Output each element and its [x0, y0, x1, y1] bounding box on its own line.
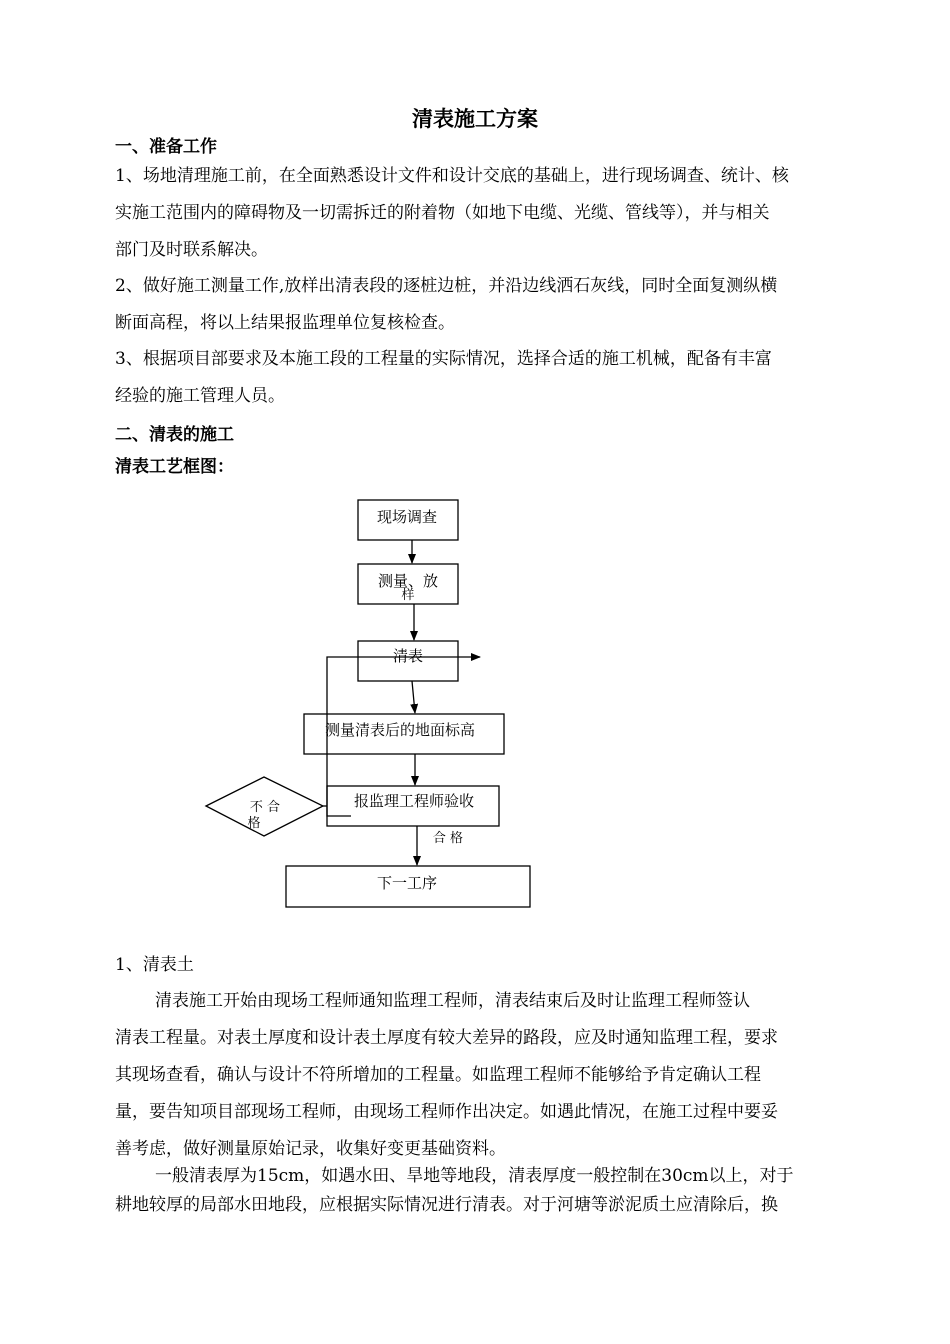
box-clearing: [358, 641, 458, 681]
arrow-clearing-to-ground: [412, 681, 415, 713]
label-report-supervisor: 报监理工程师验收: [353, 792, 475, 810]
paragraph-topsoil-2: [115, 1162, 837, 1220]
label-clearing: 清表: [392, 647, 424, 665]
label-fail-line1: 不 合: [249, 800, 281, 815]
page-title: 清表施工方案: [412, 107, 538, 131]
loop-back-line: [324, 657, 480, 816]
text-line: 清表施工开始由现场工程师通知监理工程师，清表结束后及时让监理工程师签认: [155, 991, 750, 1011]
subsection-heading-topsoil: [115, 947, 837, 984]
text-line: 部门及时联系解决。: [115, 240, 268, 260]
text-line: 1、场地清理施工前，在全面熟悉设计文件和设计交底的基础上，进行现场调查、统计、核: [115, 166, 789, 186]
paragraph-item-2: [115, 268, 837, 342]
text-line: 3、根据项目部要求及本施工段的工程量的实际情况，选择合适的施工机械，配备有丰富: [115, 349, 772, 369]
text-line: 其现场查看，确认与设计不符所增加的工程量。如监理工程师不能够给予肯定确认工程: [115, 1065, 761, 1085]
label-fail-line2: 格: [247, 816, 261, 831]
box-measure-ground: [304, 714, 504, 754]
diamond-fail: [206, 777, 323, 836]
label-measure-line2: 样: [401, 588, 415, 603]
box-report-supervisor: [327, 786, 499, 826]
text-line: 实施工范围内的障碍物及一切需拆迁的附着物（如地下电缆、光缆、管线等），并与相关: [115, 203, 770, 223]
box-next-process: [286, 866, 530, 907]
text-line: 一般清表厚为15cm，如遇水田、旱地等地段，清表厚度一般控制在30cm以上，对于: [155, 1166, 794, 1186]
text-line: 量，要告知项目部现场工程师，由现场工程师作出决定。如遇此情况，在施工过程中要妥: [115, 1102, 778, 1122]
text-line: 1、清表土: [115, 955, 194, 975]
label-measure-line1: 测量、放: [377, 572, 439, 590]
text-line: 清表工程量。对表土厚度和设计表土厚度有较大差异的路段，应及时通知监理工程，要求: [115, 1028, 778, 1048]
text-line: 耕地较厚的局部水田地段，应根据实际情况进行清表。对于河塘等淤泥质土应清除后，换: [115, 1195, 778, 1215]
paragraph-item-1: [115, 158, 837, 269]
box-measure-stakeout: [358, 564, 458, 604]
paragraph-item-3: [115, 341, 837, 415]
label-measure-ground: 测量清表后的地面标高: [324, 721, 476, 739]
label-site-survey: 现场调查: [376, 508, 438, 526]
section-heading-preparation: 一、准备工作: [115, 137, 217, 157]
text-line: 经验的施工管理人员。: [115, 386, 285, 406]
diagram-heading: 清表工艺框图：: [115, 457, 234, 477]
text-line: 善考虑，做好测量原始记录，收集好变更基础资料。: [115, 1139, 506, 1159]
box-site-survey: [358, 500, 458, 540]
paragraph-topsoil-1: [115, 983, 837, 1168]
section-heading-clearing: 二、清表的施工: [115, 425, 234, 445]
text-line: 2、做好施工测量工作,放样出清表段的逐桩边桩，并沿边线洒石灰线，同时全面复测纵横: [115, 276, 778, 296]
label-next-process: 下一工序: [376, 874, 438, 892]
text-line: 断面高程，将以上结果报监理单位复核检查。: [115, 313, 455, 333]
label-pass: 合 格: [432, 831, 464, 846]
